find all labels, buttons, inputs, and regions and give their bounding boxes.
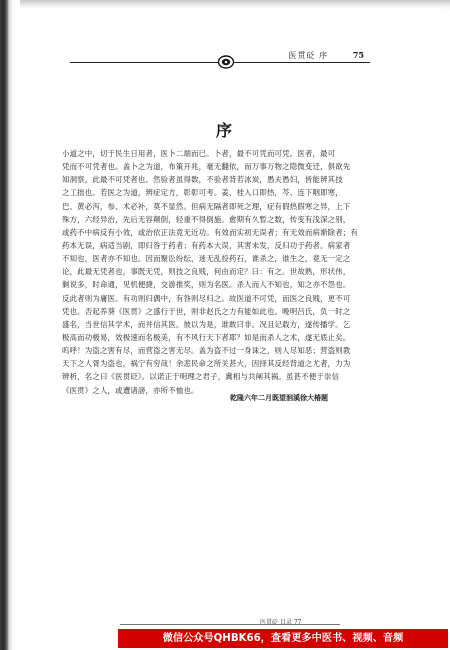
body-line: 之工拙也。若医之为道，辨症定方，彰彰可考。姜、桂入口即热，芩、连下咽即寒， — [62, 188, 343, 198]
footer-text: 医贯砭 目录 77 — [260, 619, 302, 626]
body-line: 巴、黄必泻，参、术必补，莫不显然。但病无隔者即死之理，症有假热假寒之异，上下 — [62, 201, 351, 211]
body-line: 小道之中，切于民生日用者，医卜二端而已。卜者，最不可凭而可凭。医者，最可 — [62, 149, 336, 158]
header-ornament-icon — [218, 55, 234, 69]
scan-left-shadow — [0, 0, 20, 650]
body-line: 极高而功极易，效极速而名极美，有不风行天下者耶？如是而杀人之术，遂无底止矣。 — [62, 332, 351, 342]
body-line: 不知也，医者亦不知也。因而聚讼纷纭，迷无乱投药石，谁杀之，谁生之，竟无一定之 — [62, 254, 351, 264]
body-line: 《医贯》之人，或遭诸謗，亦所不恤也。 — [62, 385, 199, 395]
preface-body — [62, 147, 392, 397]
body-line: 论，此最无凭者也，事既无凭，则技之良贱，何由而定？曰：有之。世故熟，形状伟， — [62, 267, 351, 277]
body-line: 反此者则为庸医。有功则归偶中，有咎则尽归之。故医道不可凭，而医之良贱，更不可 — [62, 293, 351, 303]
body-line: 凭也。否起养葵《医贯》之盛行于世，则非赵氏之力有能如此也。晚明吕氏，负一时之 — [62, 306, 351, 316]
body-line: 剿说多，时命通，见机便捷，交游推奖，则为名医。杀人而人不知也，知之亦不怨也。 — [62, 280, 351, 290]
header-book-label: 医贯砭 序 — [288, 51, 328, 60]
body-line: 药本无误，病适当剧，即归咎于药者；有药本大误，其害未发，反归功于药者。病家者 — [62, 240, 351, 250]
promo-banner[interactable]: 微信公众号QHBK66，查看更多中医书、视频、音频 — [118, 629, 448, 648]
signature-line: 乾隆六年二月既望洄溪徐大椿题 — [230, 393, 328, 402]
header-page-number: 75 — [352, 50, 364, 60]
body-line: 殊方，六经异治，先后无容颠倒，轻重不得倒施。愈期有久暂之数，传变有浅深之别， — [62, 214, 351, 224]
body-line: 天下之人胥为盗也，祸宁有穷哉！余悲民命之所关甚大，因择其反经背道之尤者，力为 — [62, 359, 351, 369]
page-title: 序 — [215, 121, 234, 140]
body-line: 凭而不可凭者也。盖卜之为道，布策开兆，毫无翻依，而万事万物之隐微变迁，俱欲先 — [62, 162, 351, 172]
body-line: 呜呼！为盗之害有尽，而营盗之害无尽。盖为盗不过一身诛之，则人尽知恶；营盗则教 — [62, 346, 351, 356]
running-header — [70, 50, 370, 64]
body-line: 辨析，名之曰《医贯砭》。以诺正于明理之君子，冀相与共阐其祸。虽甚不便于崇信 — [62, 372, 340, 382]
body-line: 盛名，当世信其学术，而并信其医。彼以为是，谁敢曰非。况且记载方，遂传播学。乞 — [62, 319, 351, 329]
footer-rule — [120, 624, 340, 625]
body-line: 知洞察，此最不可凭者也。然验者虽得数，不验者背若冰炭，愚夫愚妇，皆能辨其技 — [62, 175, 343, 185]
body-line: 或药不中病反有小效，或治依正法竟无近功。有效而实初无误者；有无效而病渐除者；有 — [62, 227, 359, 237]
